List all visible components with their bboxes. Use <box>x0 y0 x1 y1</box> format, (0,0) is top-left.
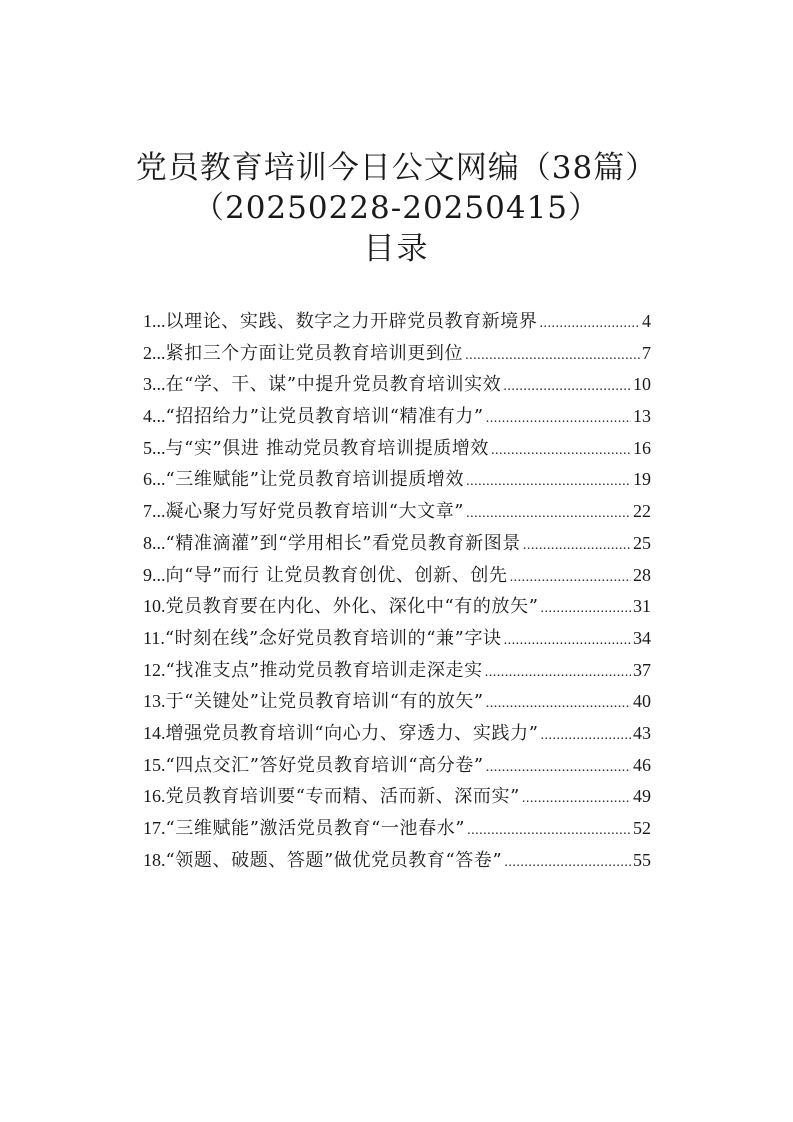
toc-entry-page-number: 55 <box>633 849 651 870</box>
toc-entry-number: 10. <box>143 596 166 617</box>
toc-dot-leader <box>466 498 631 530</box>
toc-dot-leader <box>466 466 631 498</box>
toc-entry-title: 向“导”而行 让党员教育创优、创新、创先 <box>165 564 508 586</box>
toc-entry-number: 7... <box>143 501 166 522</box>
toc-entry-number: 12. <box>143 659 166 680</box>
toc-entry-page-number: 25 <box>633 532 651 553</box>
toc-entry-number: 9... <box>143 564 166 585</box>
toc-entry-title: “三维赋能”让党员教育培训提质增效 <box>165 469 465 491</box>
toc-dot-leader <box>504 847 631 879</box>
toc-entry-page-number: 46 <box>633 754 651 775</box>
toc-entry-number: 5... <box>143 437 166 458</box>
toc-dot-leader <box>523 530 631 562</box>
toc-entry-page-number: 10 <box>633 374 651 395</box>
toc-entry-number: 8... <box>143 532 166 553</box>
toc-entry[interactable] <box>143 591 651 623</box>
toc-dot-leader <box>541 593 631 625</box>
toc-entry[interactable] <box>143 338 651 370</box>
document-title: 党员教育培训今日公文网编（38篇） <box>135 150 658 186</box>
toc-entry-page-number: 40 <box>633 691 651 712</box>
toc-entry[interactable] <box>143 845 651 877</box>
toc-entry-page-number: 34 <box>633 627 651 648</box>
toc-entry[interactable] <box>143 306 651 338</box>
toc-entry-page-number: 49 <box>633 786 651 807</box>
toc-entry-number: 11. <box>143 627 165 648</box>
toc-entry[interactable] <box>143 496 651 528</box>
toc-entry-number: 17. <box>143 818 166 838</box>
table-of-contents <box>143 306 651 876</box>
toc-dot-leader <box>541 720 631 752</box>
toc-dot-leader <box>486 752 631 784</box>
toc-entry-title: 以理论、实践、数字之力开辟党员教育新境界 <box>165 311 538 332</box>
toc-dot-leader <box>504 625 631 657</box>
document-date-range: （20250228-20250415） <box>192 190 601 226</box>
toc-entry-title: 党员教育培训要“专而精、活而新、深而实” <box>165 786 520 808</box>
toc-entry-number: 3... <box>143 374 166 395</box>
toc-dot-leader <box>510 562 631 594</box>
toc-entry-number: 18. <box>143 849 166 870</box>
toc-entry[interactable] <box>143 686 651 718</box>
toc-entry-number: 1... <box>143 311 166 331</box>
toc-entry[interactable] <box>143 750 651 782</box>
toc-entry-page-number: 7 <box>642 342 651 363</box>
toc-dot-leader <box>465 340 640 372</box>
toc-entry-title: “招招给力”让党员教育培训“精准有力” <box>165 406 484 428</box>
toc-entry-title: 与“实”俱进 推动党员教育培训提质增效 <box>165 437 490 459</box>
toc-entry-number: 6... <box>143 469 166 490</box>
toc-entry-page-number: 52 <box>633 818 651 838</box>
toc-dot-leader <box>486 403 631 435</box>
toc-entry[interactable] <box>143 655 651 687</box>
toc-entry-title: “三维赋能”激活党员教育“一池春水” <box>165 818 466 839</box>
toc-entry-number: 2... <box>143 342 166 363</box>
toc-entry-number: 15. <box>143 754 166 775</box>
toc-entry-title: “时刻在线”念好党员教育培训的“兼”字诀 <box>164 627 502 649</box>
toc-entry-page-number: 22 <box>633 501 651 522</box>
toc-heading: 目录 <box>363 231 430 267</box>
toc-entry-page-number: 43 <box>633 722 651 743</box>
toc-entry-page-number: 37 <box>633 659 651 680</box>
toc-dot-leader <box>540 308 641 340</box>
toc-entry-page-number: 19 <box>633 469 651 490</box>
toc-entry-page-number: 31 <box>633 596 651 617</box>
toc-entry-page-number: 13 <box>633 406 651 427</box>
toc-entry[interactable] <box>143 528 651 560</box>
toc-dot-leader <box>522 783 631 815</box>
toc-entry-number: 4... <box>143 406 166 427</box>
toc-entry[interactable] <box>143 369 651 401</box>
toc-entry[interactable] <box>143 718 651 750</box>
toc-entry-title: “四点交汇”答好党员教育培训“高分卷” <box>165 754 484 776</box>
toc-entry-page-number: 28 <box>633 564 651 585</box>
toc-dot-leader <box>491 435 631 467</box>
toc-entry-title: “精准滴灌”到“学用相长”看党员教育新图景 <box>165 532 521 554</box>
toc-entry-title: 于“关键处”让党员教育培训“有的放矢” <box>165 691 484 713</box>
toc-entry-page-number: 16 <box>633 437 651 458</box>
toc-entry-page-number: 4 <box>642 311 651 331</box>
toc-entry-title: 在“学、干、谋”中提升党员教育培训实效 <box>165 374 502 396</box>
toc-entry-number: 14. <box>143 722 166 743</box>
toc-dot-leader <box>467 815 631 847</box>
toc-entry-title: 紧扣三个方面让党员教育培训更到位 <box>165 342 464 364</box>
toc-entry[interactable] <box>143 433 651 465</box>
toc-entry-title: 凝心聚力写好党员教育培训“大文章” <box>165 501 465 523</box>
toc-entry-title: “领题、破题、答题”做优党员教育“答卷” <box>165 849 503 871</box>
toc-dot-leader <box>503 371 631 403</box>
toc-entry-number: 13. <box>143 691 166 712</box>
toc-entry[interactable] <box>143 813 651 845</box>
toc-entry[interactable] <box>143 401 651 433</box>
toc-entry-title: 增强党员教育培训“向心力、穿透力、实践力” <box>165 722 539 744</box>
toc-dot-leader <box>486 688 631 720</box>
toc-entry[interactable] <box>143 560 651 592</box>
toc-entry[interactable] <box>143 781 651 813</box>
toc-entry-title: “找准支点”推动党员教育培训走深走实 <box>165 659 483 681</box>
toc-entry-title: 党员教育要在内化、外化、深化中“有的放矢” <box>165 596 539 618</box>
toc-dot-leader <box>485 657 631 689</box>
toc-entry[interactable] <box>143 464 651 496</box>
toc-entry-number: 16. <box>143 786 166 807</box>
toc-entry[interactable] <box>143 623 651 655</box>
title-block <box>0 148 793 270</box>
